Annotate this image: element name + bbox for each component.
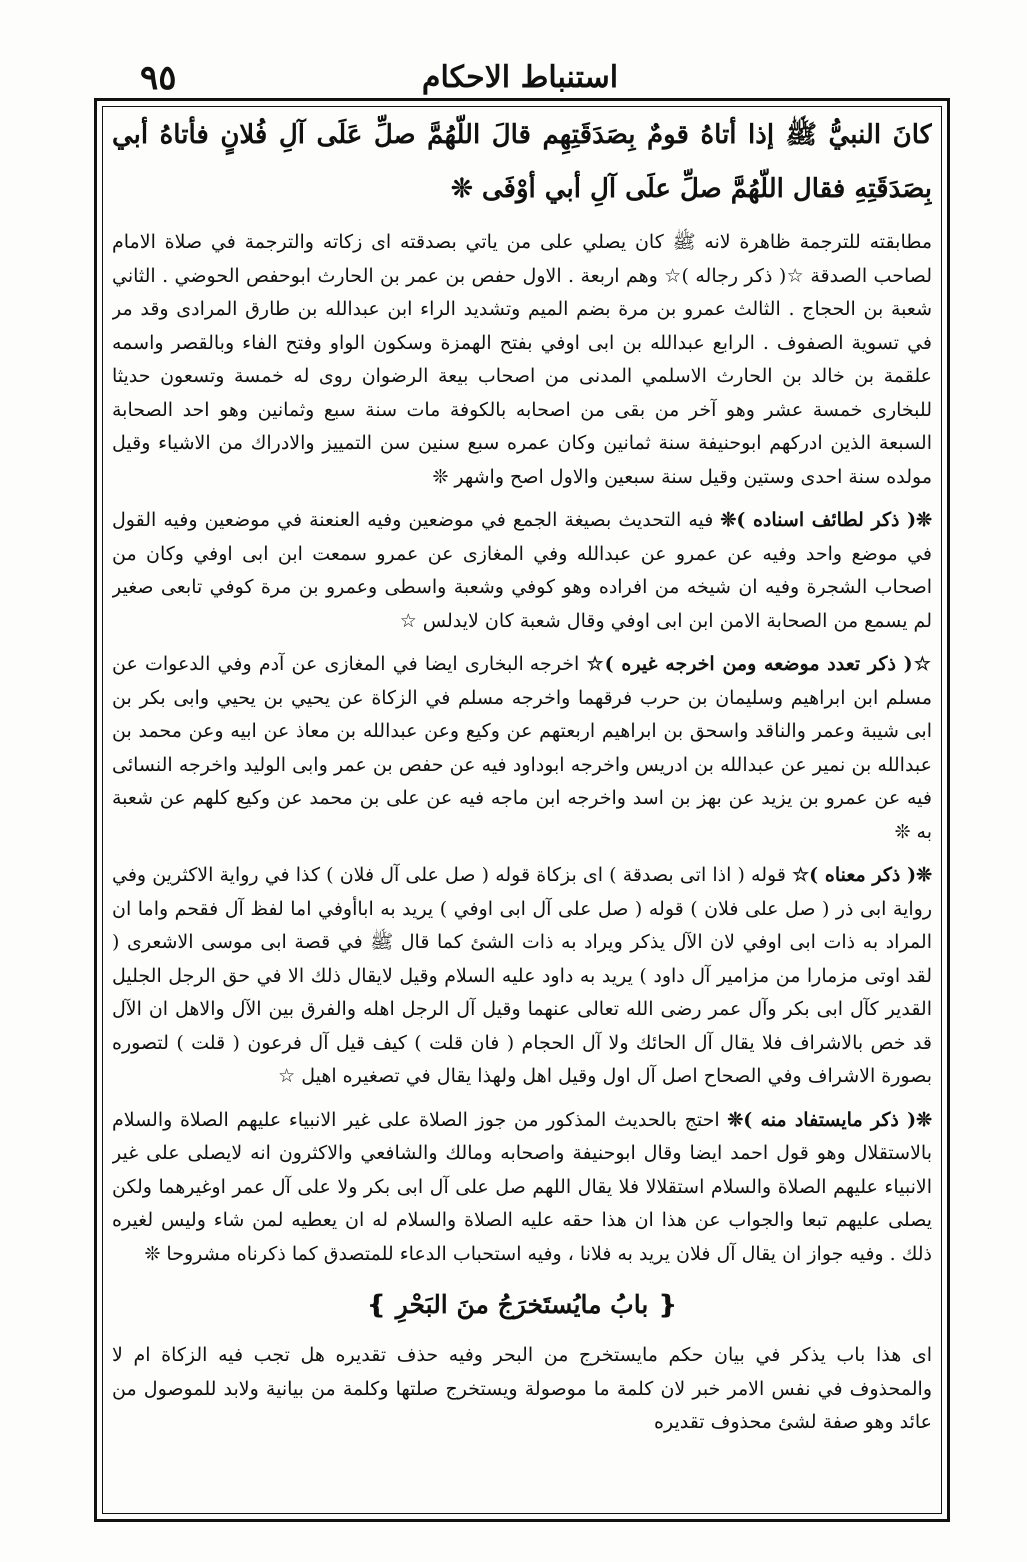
section-text: فيه التحديث بصيغة الجمع في موضعين وفيه العنعنة في موضعين وفيه القول في موضع واحد وفيه عن عمرو عن عبدالله وفي المغازى عن عمرو سمعت ابن ابى اوفي وكان من اصحاب الشجرة وفيه ان شيخه من افراده وهو كوفي وشعبة واسطى وعمرو بن مرة كوفي تابعى صغير لم يسمع من الصحابة الامن ابن ابى اوفي وقال شعبة كان لايدلس ☆ — [112, 509, 932, 632]
chapter-heading: ❴ بابُ مايُستَخرَجُ منَ البَحْرِ ❵ — [366, 1290, 678, 1319]
commentary-maana — [112, 859, 932, 1094]
running-title: استنباط الاحكام — [421, 60, 619, 95]
section-heading: ☆( ذكر تعدد موضعه ومن اخرجه غيره )☆ — [586, 653, 932, 675]
commentary-rijal-text: مطابقته للترجمة ظاهرة لانه ﷺ كان يصلي على من ياتي بصدقته اى زكاته والترجمة في صلاة الامام لصاحب الصدقة ☆( ذكر رجاله )☆ وهم اربعة . الاول حفص بن عمر بن الحارث ابوحفص الحوضي . الثاني شعبة بن الحجاج . الثالث عمرو بن مرة بضم الميم وتشديد الراء ابن عبدالله بن طارق المرادى وقد مر في تسوية الصفوف . الرابع عبدالله بن ابى اوفي بفتح الهمزة وسكون الواو وفتح الفاء وبالقصر واسمه علقمة بن خالد بن الحارث الاسلمي المدنى من اصحاب بيعة الرضوان روى له خمسة وتسعون حديثا للبخارى خمسة عشر وهو آخر من بقى من اصحابه بالكوفة مات سنة سبع وثمانين وهو احد الصحابة السبعة الذين ادركهم ابوحنيفة سنة ثمانين وكان عمره سبع سنين سن التمييز والادراك من الاشياء وقيل مولده سنة احدى وستين وقيل سنة سبعين والاول اصح واشهر ❊ — [112, 231, 932, 488]
text-body — [112, 108, 932, 1508]
commentary-fawaid — [112, 1104, 932, 1272]
commentary-takhrij — [112, 648, 932, 849]
commentary-lataif — [112, 504, 932, 638]
section-heading: ❊( ذكر مايستفاد منه )❊ — [727, 1108, 932, 1131]
section-text: قوله ( اذا اتى بصدقة ) اى بزكاة قوله ( صل على آل فلان ) كذا في رواية الاكثرين وفي رواية ابى ذر ( صل على فلان ) قوله ( صل على آل ابى اوفي ) يريد به اباأوفي اما لفظ آل فقحم واما ان المراد به ذات ابى اوفي لان الآل يذكر ويراد به ذات الشئ كما قال ﷺ في قصة ابى موسى الاشعرى ( لقد اوتى مزمارا من مزامير آل داود ) يريد به داود عليه السلام وقيل لايقال ذلك الا في حق الرجل الجليل القدير كآل ابى بكر وآل عمر رضى الله تعالى عنهما وقيل آل الرجل اهله والفرق بين الآل والاهل ان الآل قد خص بالاشراف فلا يقال آل الحائك ولا آل الحجام ( فان قلت ) كيف قيل آل فرعون ( قلت ) لتصوره بصورة الاشراف وفي الصحاح اصل آل اول وقيل اهل ولهذا يقال في تصغيره اهيل ☆ — [112, 864, 932, 1087]
page-header — [90, 58, 950, 98]
section-text: احتج بالحديث المذكور من جوز الصلاة على غير الانبياء عليهم الصلاة والسلام بالاستقلال وهو قول احمد ايضا وقال ابوحنيفة واصحابه ومالك والشافعي والاكثرون انه لايصلى على غير الانبياء عليهم الصلاة والسلام استقلالا فلا يقال اللهم صل على آل ابى بكر ولا على آل عمر اوغيرهما ولكن يصلى عليهم تبعا والجواب عن هذا ان هذا حقه عليه الصلاة والسلام له ان يعطيه لمن شاء وليس لغيره ذلك . وفيه جواز ان يقال آل فلان يريد به فلانا ، وفيه استحباب الدعاء للمتصدق كما ذكرناه مشروحا ❊ — [112, 1108, 932, 1265]
section-text: اخرجه البخارى ايضا في المغازى عن آدم وفي الدعوات عن مسلم ابن ابراهيم وسليمان بن حرب فرقهما واخرجه مسلم في الزكاة عن يحيي بن يحيي وابى بكر بن ابى شيبة وعمر والناقد واسحق بن ابراهيم اربعتهم عن وكيع وعن عبدالله بن معاذ عن ابيه وعن محمد بن عبدالله بن نمير عن عبدالله بن ادريس واخرجه ابوداود فيه عن حفص بن عمر وابى الوليد واخرجه النسائى فيه عن عمرو بن يزيد عن بهز بن اسد واخرجه ابن ماجه فيه عن على بن محمد عن وكيع كلهم عن شعبة به ❊ — [112, 653, 932, 843]
page-number: ٩٥ — [140, 58, 177, 98]
section-heading: ❊( ذكر لطائف اسناده )❊ — [720, 509, 932, 531]
commentary-rijal — [112, 226, 932, 494]
section-heading: ❊( ذكر معناه )☆ — [792, 864, 932, 886]
chapter-intro: اى هذا باب يذكر في بيان حكم مايستخرج من البحر وفيه حذف تقديره هل تجب فيه الزكاة ام لا والمحذوف في نفس الامر خبر لان كلمة ما موصولة ويستخرج صلتها وكلمة من بيانية ولابد للموصول من عائد وهو صفة لشئ محذوف تقديره — [112, 1344, 932, 1433]
hadith-text: كانَ النبيُّ ﷺ إذا أتاهُ قومٌ بِصَدَقَتِهِم قالَ اللّهُمَّ صلِّ عَلَى آلِ فُلانٍ فأتاهُ أبي بِصَدَقَتِهِ فقال اللّهُمَّ صلِّ علَى آلِ أبي أوْفَى ❊ — [112, 120, 932, 204]
